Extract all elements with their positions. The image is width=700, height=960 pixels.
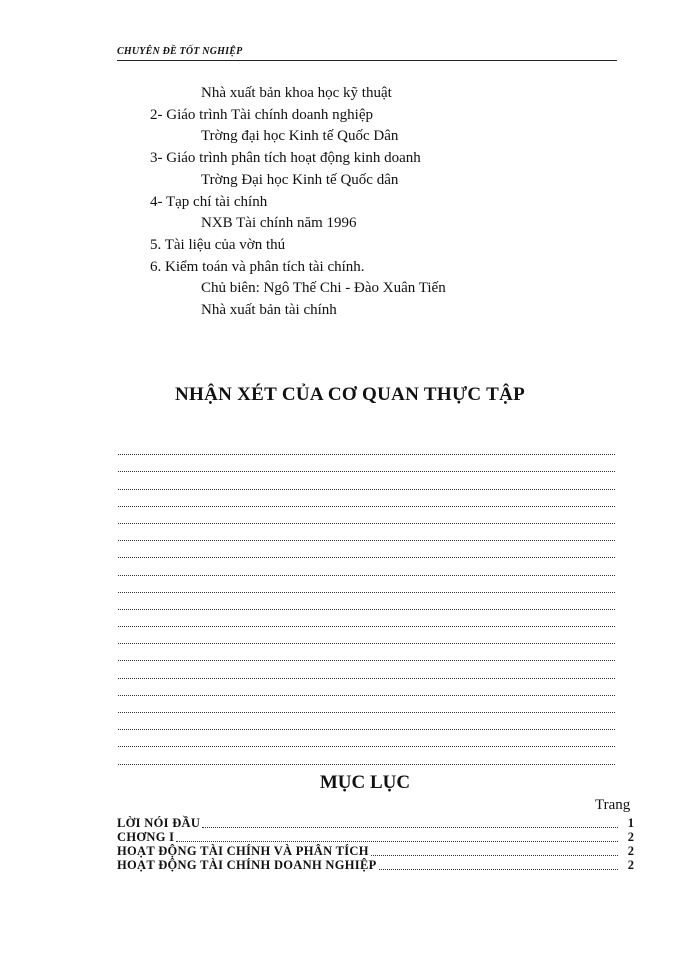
blank-dotted-line [118, 681, 615, 698]
blank-dotted-line [118, 663, 615, 680]
blank-dotted-line [118, 646, 615, 663]
toc-entry-page: 1 [627, 816, 634, 830]
blank-dotted-line [118, 749, 615, 766]
reference-line: 3- Giáo trình phân tích hoạt động kinh doanh [150, 150, 421, 167]
toc-entry-page: 2 [627, 844, 634, 858]
blank-dotted-line [118, 715, 615, 732]
toc-entry-page: 2 [627, 858, 634, 872]
blank-dotted-line [118, 578, 615, 595]
reference-line: Chủ biên: Ngô Thế Chi - Đào Xuân Tiến [201, 280, 446, 297]
blank-dotted-line [118, 474, 615, 491]
reference-line: NXB Tài chính năm 1996 [201, 215, 357, 232]
reference-line: Nhà xuất bản khoa học kỹ thuật [201, 85, 392, 101]
toc-entry-title: LỜI NÓI ĐẦU [117, 816, 201, 830]
blank-dotted-line [118, 612, 615, 629]
toc-entry-title: CHƠNG I [117, 830, 175, 844]
blank-dotted-line [118, 492, 615, 509]
toc-dot-leader [176, 841, 618, 842]
blank-dotted-line [118, 509, 615, 526]
blank-dotted-line [118, 440, 615, 457]
reference-line: Nhà xuất bản tài chính [201, 302, 337, 318]
toc-dot-leader [379, 869, 618, 870]
toc-entry-page: 2 [627, 830, 634, 844]
blank-dotted-line [118, 732, 615, 749]
reference-line: Trờng Đại học Kinh tế Quốc dân [201, 171, 399, 188]
blank-dotted-line [118, 698, 615, 715]
blank-dotted-line [118, 543, 615, 560]
reference-line: 6. Kiểm toán và phân tích tài chính. [150, 258, 365, 275]
remarks-title: NHẬN XÉT CỦA CƠ QUAN THỰC TẬP [174, 384, 526, 405]
toc-page-header: Trang [595, 797, 631, 813]
blank-dotted-line [118, 526, 615, 543]
toc-dot-leader [202, 827, 618, 828]
reference-line: Trờng đại học Kinh tế Quốc Dân [201, 128, 399, 145]
toc-entry-title: HOẠT ĐỘNG TÀI CHÍNH DOANH NGHIỆP [117, 858, 377, 872]
reference-line: 2- Giáo trình Tài chính doanh nghiệp [150, 106, 374, 123]
blank-dotted-line [118, 457, 615, 474]
blank-dotted-line [118, 560, 615, 577]
page-header [117, 44, 617, 61]
reference-line: 5. Tài liệu của vờn thú [150, 236, 286, 253]
reference-line: 4- Tạp chí tài chính [150, 193, 268, 210]
toc-title: MỤC LỤC [319, 772, 411, 793]
header-title: CHUYÊN ĐỀ TỐT NGHIỆP [117, 46, 243, 57]
toc-entry-title: HOẠT ĐỘNG TÀI CHÍNH VÀ PHÂN TÍCH [117, 844, 369, 858]
remarks-blank-lines [118, 440, 615, 767]
blank-dotted-line [118, 595, 615, 612]
toc-entry[interactable] [117, 857, 634, 873]
toc-dot-leader [371, 855, 618, 856]
blank-dotted-line [118, 629, 615, 646]
